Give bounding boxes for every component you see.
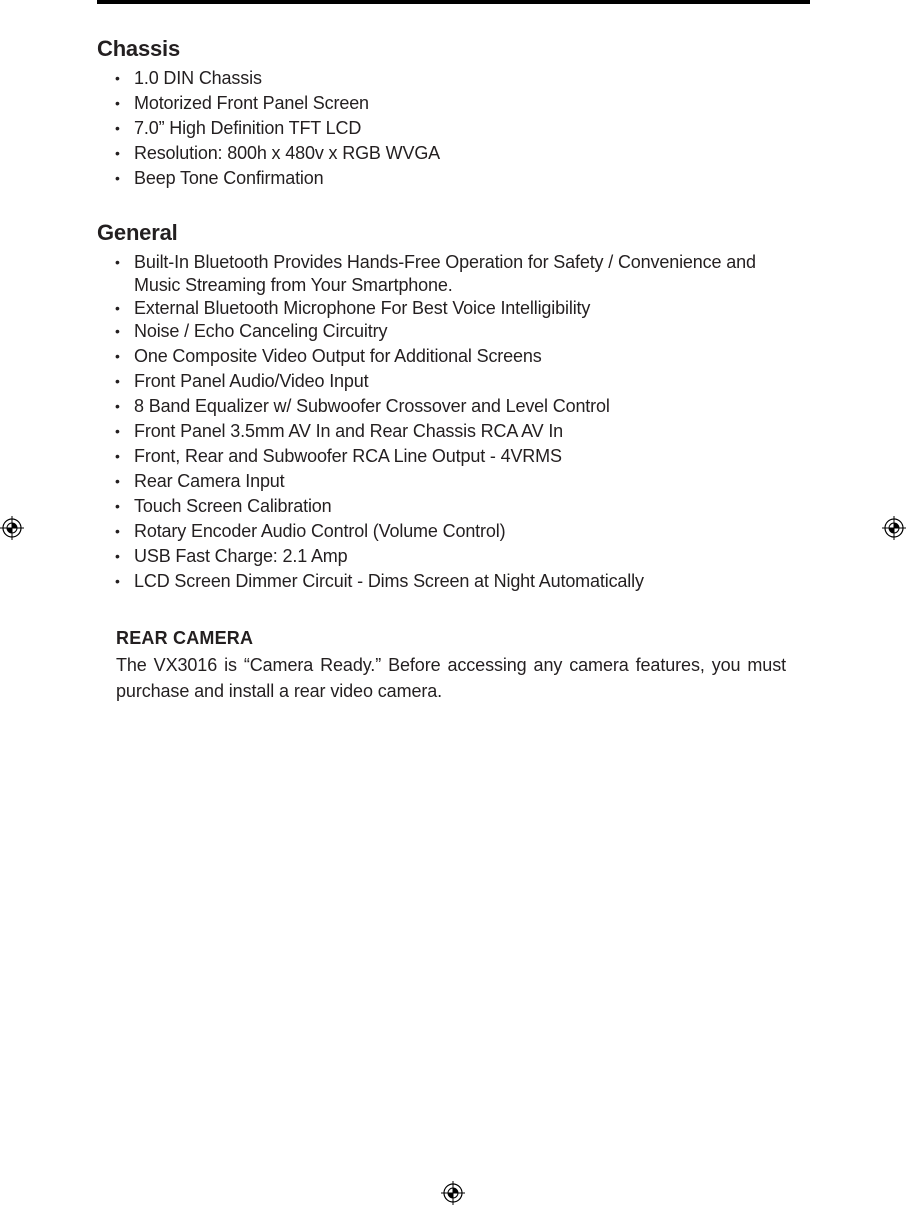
list-item-text: 7.0” High Definition TFT LCD <box>134 118 362 138</box>
list-item <box>112 251 792 297</box>
list-item <box>112 370 792 393</box>
bullet-icon: • <box>115 473 120 489</box>
top-rule <box>97 0 810 4</box>
list-item <box>112 445 792 468</box>
list-item-text: Built-In Bluetooth Provides Hands-Free Operation for Safety / Convenience and Music Streaming from Your Smartphone. <box>134 252 756 295</box>
general-list <box>112 251 792 595</box>
bullet-icon: • <box>115 70 120 86</box>
list-item-text: Front, Rear and Subwoofer RCA Line Output - 4VRMS <box>134 446 562 466</box>
list-item-text: Resolution: 800h x 480v x RGB WVGA <box>134 143 441 163</box>
list-item <box>112 420 792 443</box>
list-item-text: Rear Camera Input <box>134 471 285 491</box>
bullet-icon: • <box>115 398 120 414</box>
list-item-text: Touch Screen Calibration <box>134 496 332 516</box>
bullet-icon: • <box>115 170 120 186</box>
list-item-text: Noise / Echo Canceling Circuitry <box>134 321 388 341</box>
bullet-icon: • <box>115 548 120 564</box>
bullet-icon: • <box>115 373 120 389</box>
list-item-text: External Bluetooth Microphone For Best Voice Intelligibility <box>134 298 591 318</box>
bullet-icon: • <box>115 300 120 316</box>
list-item <box>112 67 792 90</box>
list-item-text: Front Panel 3.5mm AV In and Rear Chassis RCA AV In <box>134 421 564 441</box>
list-item <box>112 92 792 115</box>
list-item-text: Motorized Front Panel Screen <box>134 93 369 113</box>
list-item <box>112 320 792 343</box>
list-item-text: LCD Screen Dimmer Circuit - Dims Screen at Night Automatically <box>134 571 644 591</box>
rear-camera-text: The VX3016 is “Camera Ready.” Before accessing any camera features, you must purchase and install a rear video camera. <box>116 655 786 701</box>
bullet-icon: • <box>115 448 120 464</box>
bullet-icon: • <box>115 573 120 589</box>
bullet-icon: • <box>115 95 120 111</box>
rear-camera-section <box>116 626 786 704</box>
list-item-text: 1.0 DIN Chassis <box>134 68 262 88</box>
bullet-icon: • <box>115 348 120 364</box>
list-item <box>112 395 792 418</box>
list-item-text: Rotary Encoder Audio Control (Volume Control) <box>134 521 506 541</box>
list-item-text: Front Panel Audio/Video Input <box>134 371 369 391</box>
list-item <box>112 545 792 568</box>
list-item-text: USB Fast Charge: 2.1 Amp <box>134 546 348 566</box>
rear-camera-heading: REAR CAMERA <box>116 628 254 648</box>
registration-mark-icon <box>882 516 906 540</box>
list-item <box>112 167 792 190</box>
list-item <box>112 345 792 368</box>
list-item <box>112 117 792 140</box>
list-item-text: Beep Tone Confirmation <box>134 168 324 188</box>
list-item <box>112 520 792 543</box>
list-item <box>112 570 792 593</box>
general-heading: General <box>97 220 178 245</box>
bullet-icon: • <box>115 145 120 161</box>
registration-mark-icon <box>441 1181 465 1205</box>
list-item <box>112 495 792 518</box>
bullet-icon: • <box>115 523 120 539</box>
bullet-icon: • <box>115 254 120 270</box>
bullet-icon: • <box>115 323 120 339</box>
list-item <box>112 142 792 165</box>
bullet-icon: • <box>115 120 120 136</box>
list-item <box>112 470 792 493</box>
list-item-text: One Composite Video Output for Additional Screens <box>134 346 542 366</box>
chassis-list <box>112 67 792 192</box>
chassis-heading: Chassis <box>97 36 180 61</box>
bullet-icon: • <box>115 423 120 439</box>
registration-mark-icon <box>0 516 24 540</box>
bullet-icon: • <box>115 498 120 514</box>
list-item <box>112 297 792 320</box>
list-item-text: 8 Band Equalizer w/ Subwoofer Crossover and Level Control <box>134 396 610 416</box>
